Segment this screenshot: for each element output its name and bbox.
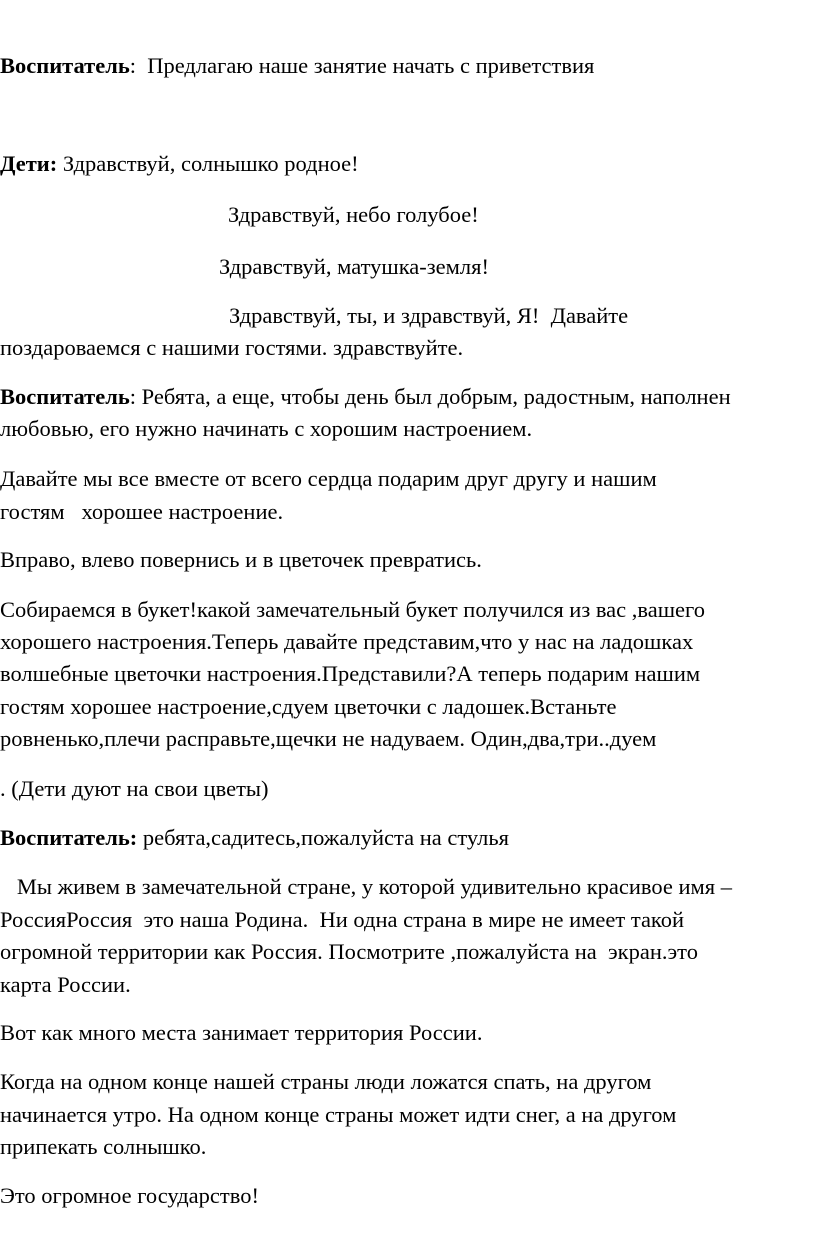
paragraph-text: Здравствуй, солнышко родное! xyxy=(57,151,359,176)
paragraph-bouquet-line-4: гостям хорошее настроение,сдуем цветочки с ладошек.Встаньте xyxy=(0,694,617,719)
speaker-label: Воспитатель: xyxy=(0,825,138,850)
paragraph-timezones-line-2: начинается утро. На одном конце страны может идти снег, а на другом xyxy=(0,1102,677,1127)
paragraph-russia-line-2: РоссияРоссия это наша Родина. Ни одна страна в мире не имеет такой xyxy=(0,907,685,932)
paragraph-huge-state: Это огромное государство! xyxy=(0,1183,259,1208)
paragraph-text: ребята,садитесь,пожалуйста на стулья xyxy=(137,825,510,850)
paragraph-bouquet-line-5: ровненько,плечи расправьте,щечки не надуваем. Один,два,три..дуем xyxy=(0,726,657,751)
paragraph-territory: Вот как много места занимает территория России. xyxy=(0,1020,483,1045)
paragraph-turn-flower: Вправо, влево повернись и в цветочек превратись. xyxy=(0,547,482,572)
paragraph-bouquet-line-2: хорошего настроения.Теперь давайте представим,что у нас на ладошках xyxy=(0,629,694,654)
paragraph-russia-line-1: Мы живем в замечательной стране, у которой удивительно красивое имя – xyxy=(0,874,733,899)
paragraph-teacher-mood-line-1 xyxy=(0,384,731,410)
paragraph-timezones-line-3: припекать солнышко. xyxy=(0,1134,207,1159)
paragraph-bouquet-line-3: волшебные цветочки настроения.Представили?А теперь подарим нашим xyxy=(0,661,701,686)
paragraph-teacher-sit-down xyxy=(0,825,509,851)
paragraph-gift-mood-line-1: Давайте мы все вместе от всего сердца подарим друг другу и нашим xyxy=(0,466,657,491)
paragraph-children-greeting-line-5: поздароваемся с нашими гостями. здравствуйте. xyxy=(0,335,464,360)
paragraph-children-greeting-line-4: Здравствуй, ты, и здравствуй, Я! Давайте xyxy=(229,303,629,328)
paragraph-bouquet-line-1: Собираемся в букет!какой замечательный букет получился из вас ,вашего xyxy=(0,597,705,622)
paragraph-teacher-mood-line-2: любовью, его нужно начинать с хорошим настроением. xyxy=(0,416,533,441)
paragraph-text: : Предлагаю наше занятие начать с приветствия xyxy=(129,53,595,78)
speaker-label: Воспитатель xyxy=(0,53,130,78)
paragraph-russia-line-3: огромной территории как Россия. Посмотрите ,пожалуйста на экран.это xyxy=(0,939,698,964)
paragraph-russia-line-4: карта России. xyxy=(0,972,131,997)
paragraph-text: : Ребята, а еще, чтобы день был добрым, радостным, наполнен xyxy=(129,384,731,409)
paragraph-children-greeting-line-3: Здравствуй, матушка-земля! xyxy=(219,254,489,279)
paragraph-timezones-line-1: Когда на одном конце нашей страны люди ложатся спать, на другом xyxy=(0,1069,652,1094)
paragraph-children-blow: . (Дети дуют на свои цветы) xyxy=(0,776,269,801)
speaker-label: Воспитатель xyxy=(0,384,130,409)
paragraph-children-greeting-line-2: Здравствуй, небо голубое! xyxy=(228,202,479,227)
paragraph-gift-mood-line-2: гостям хорошее настроение. xyxy=(0,499,284,524)
speaker-label: Дети: xyxy=(0,151,58,176)
paragraph-greeting-intro xyxy=(0,53,594,79)
paragraph-children-greeting-line-1 xyxy=(0,151,359,177)
